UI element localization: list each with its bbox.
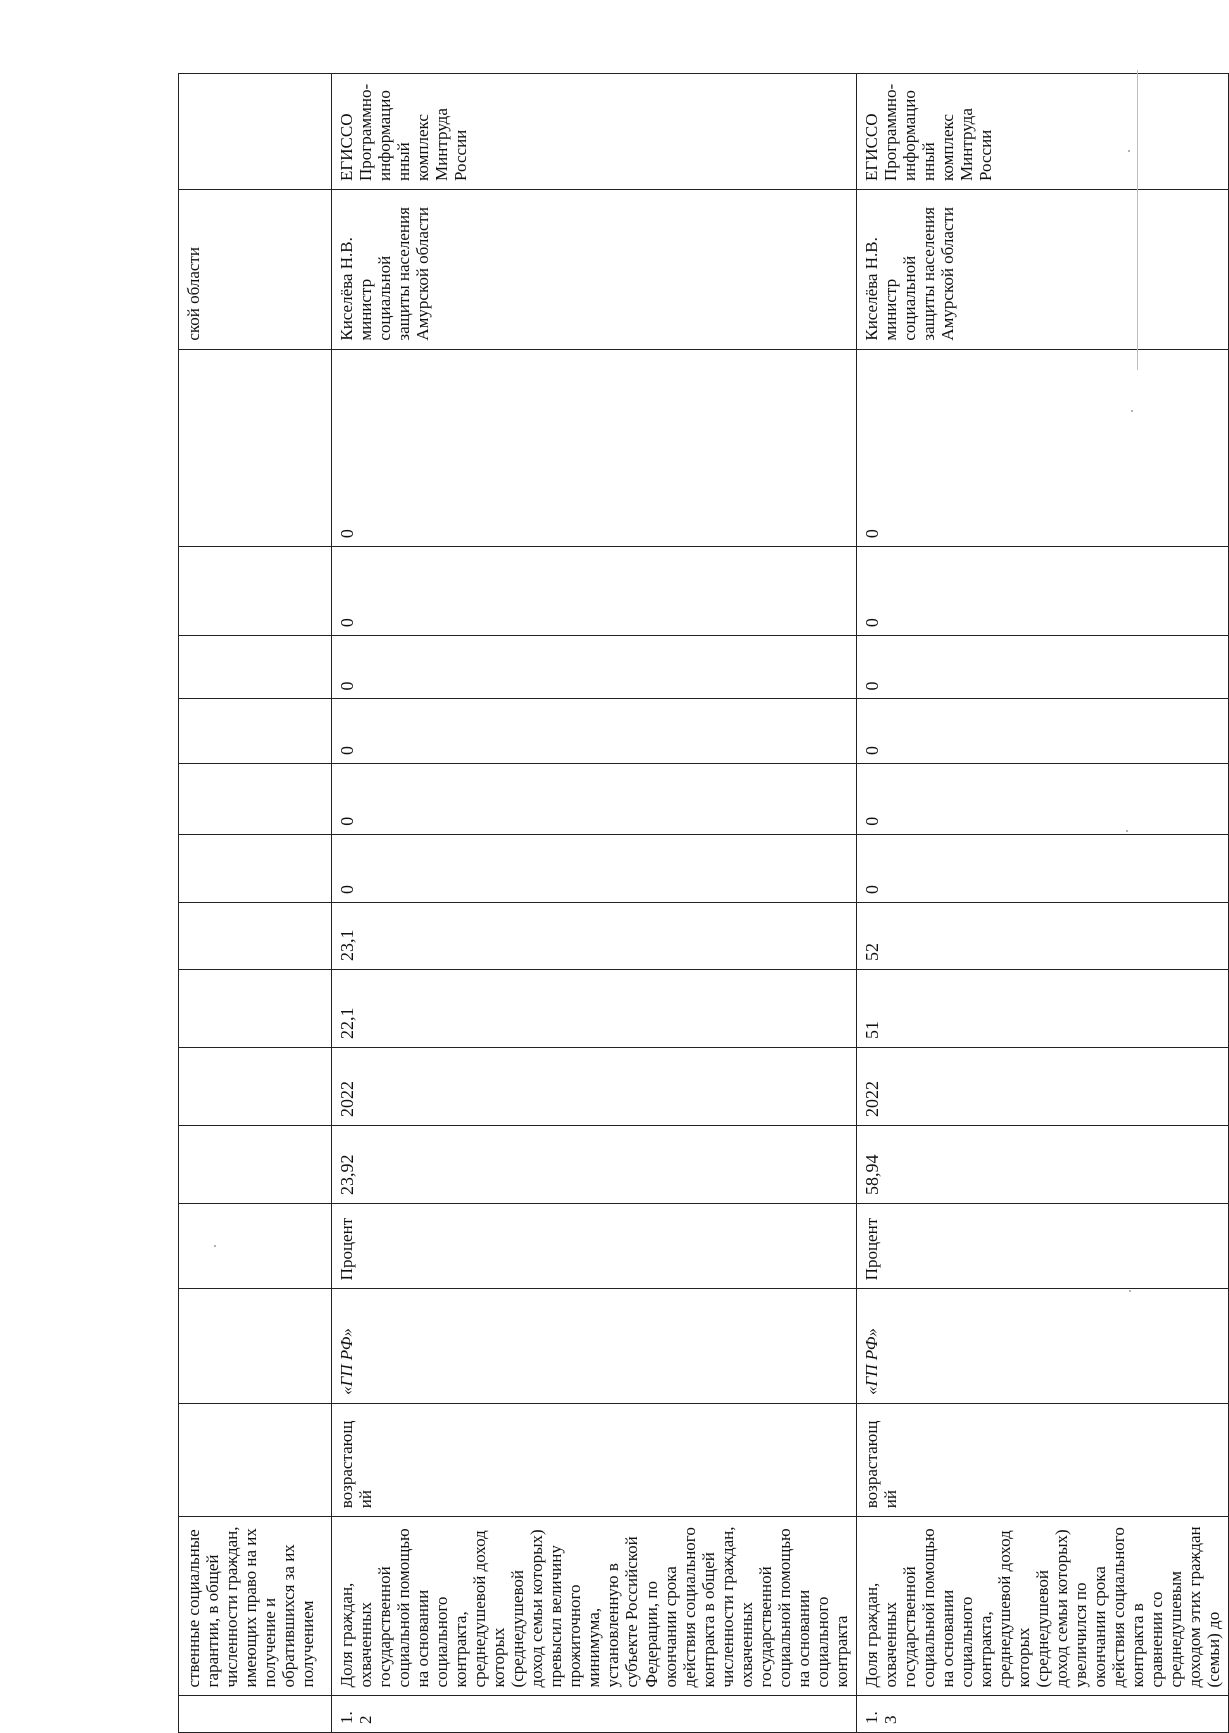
table-row (332, 74, 857, 1733)
level-cell (179, 1289, 332, 1404)
base-value-cell (179, 1126, 332, 1204)
value-2024-cell (179, 902, 332, 969)
value-2025-cell (179, 834, 332, 902)
base-year-cell: 2022 (856, 1048, 1229, 1126)
level-cell: «ГП РФ» (332, 1289, 857, 1404)
row-number: 1.2 (332, 1696, 857, 1733)
indicator-name: Доля граждан, охваченных государственной социальной помощью на основании социального контракта, среднедушевой доход которых (среднедушевой доход семьи которых) увеличился по окончании срока действия социального контракта в сравнении со среднедушевым доходом этих граждан (семьи) до (856, 1517, 1229, 1696)
value-2028-cell: 0 (856, 636, 1229, 699)
scan-speck (214, 1245, 216, 1247)
value-2029-cell: 0 (856, 547, 1229, 636)
scan-speck (1131, 410, 1133, 412)
value-2025-cell: 0 (332, 834, 857, 902)
info-system-cell: ЕГИССО Программно-информационный комплекс Минтруда России (856, 74, 1229, 190)
value-2029-cell (179, 547, 332, 636)
value-2026-cell: 0 (332, 764, 857, 835)
value-2027-cell (179, 699, 332, 764)
unit-cell (179, 1204, 332, 1289)
info-system-cell (179, 74, 332, 190)
value-2024-cell: 52 (856, 902, 1229, 969)
value-2030-cell: 0 (332, 349, 857, 546)
responsible-cell: Киселёва Н.В. министр социальной защиты населения Амурской области (332, 189, 857, 349)
value-2025-cell: 0 (856, 834, 1229, 902)
value-2027-cell: 0 (332, 699, 857, 764)
rotated-table-page (178, 73, 1224, 1733)
value-2024-cell: 23,1 (332, 902, 857, 969)
row-number: 1.3 (856, 1696, 1229, 1733)
table-row (179, 74, 332, 1733)
base-value-cell: 58,94 (856, 1126, 1229, 1204)
value-2023-cell (179, 970, 332, 1048)
value-2029-cell: 0 (332, 547, 857, 636)
scan-speck (1126, 830, 1128, 832)
value-2023-cell: 22,1 (332, 970, 857, 1048)
indicators-table (178, 73, 1229, 1733)
table-row (856, 74, 1229, 1733)
responsible-cell: Киселёва Н.В. министр социальной защиты населения Амурской области (856, 189, 1229, 349)
indicator-name: Доля граждан, охваченных государственной социальной помощью на основании социального контракта, среднедушевой доход которых (среднедушевой доход семьи которых) превысил величину прожиточного минимума, установленную в субъекте Российской Федерации, по окончании срока действия социального контракта в общей численности граждан, охваченных государственной социальной помощью на основании социального контракта (332, 1517, 857, 1696)
unit-cell: Процент (332, 1204, 857, 1289)
level-cell: «ГП РФ» (856, 1289, 1229, 1404)
info-system-cell: ЕГИССО Программно-информационный комплекс Минтруда России (332, 74, 857, 190)
value-2026-cell: 0 (856, 764, 1229, 835)
scan-speck (1128, 150, 1130, 152)
value-2027-cell: 0 (856, 699, 1229, 764)
row-number (179, 1696, 332, 1733)
scan-edge-line (1137, 70, 1138, 370)
base-year-cell: 2022 (332, 1048, 857, 1126)
value-2030-cell (179, 349, 332, 546)
base-year-cell (179, 1048, 332, 1126)
value-2028-cell: 0 (332, 636, 857, 699)
responsible-cell: ской области (179, 189, 332, 349)
trend-cell (179, 1403, 332, 1516)
indicator-name: ственные социальные гарантии, в общей численности граждан, имеющих право на их получение и обратившихся за их получением (179, 1517, 332, 1696)
trend-cell: возрастающий (332, 1403, 857, 1516)
value-2026-cell (179, 764, 332, 835)
value-2023-cell: 51 (856, 970, 1229, 1048)
value-2030-cell: 0 (856, 349, 1229, 546)
unit-cell: Процент (856, 1204, 1229, 1289)
scan-speck (1129, 1290, 1131, 1292)
trend-cell: возрастающий (856, 1403, 1229, 1516)
value-2028-cell (179, 636, 332, 699)
base-value-cell: 23,92 (332, 1126, 857, 1204)
